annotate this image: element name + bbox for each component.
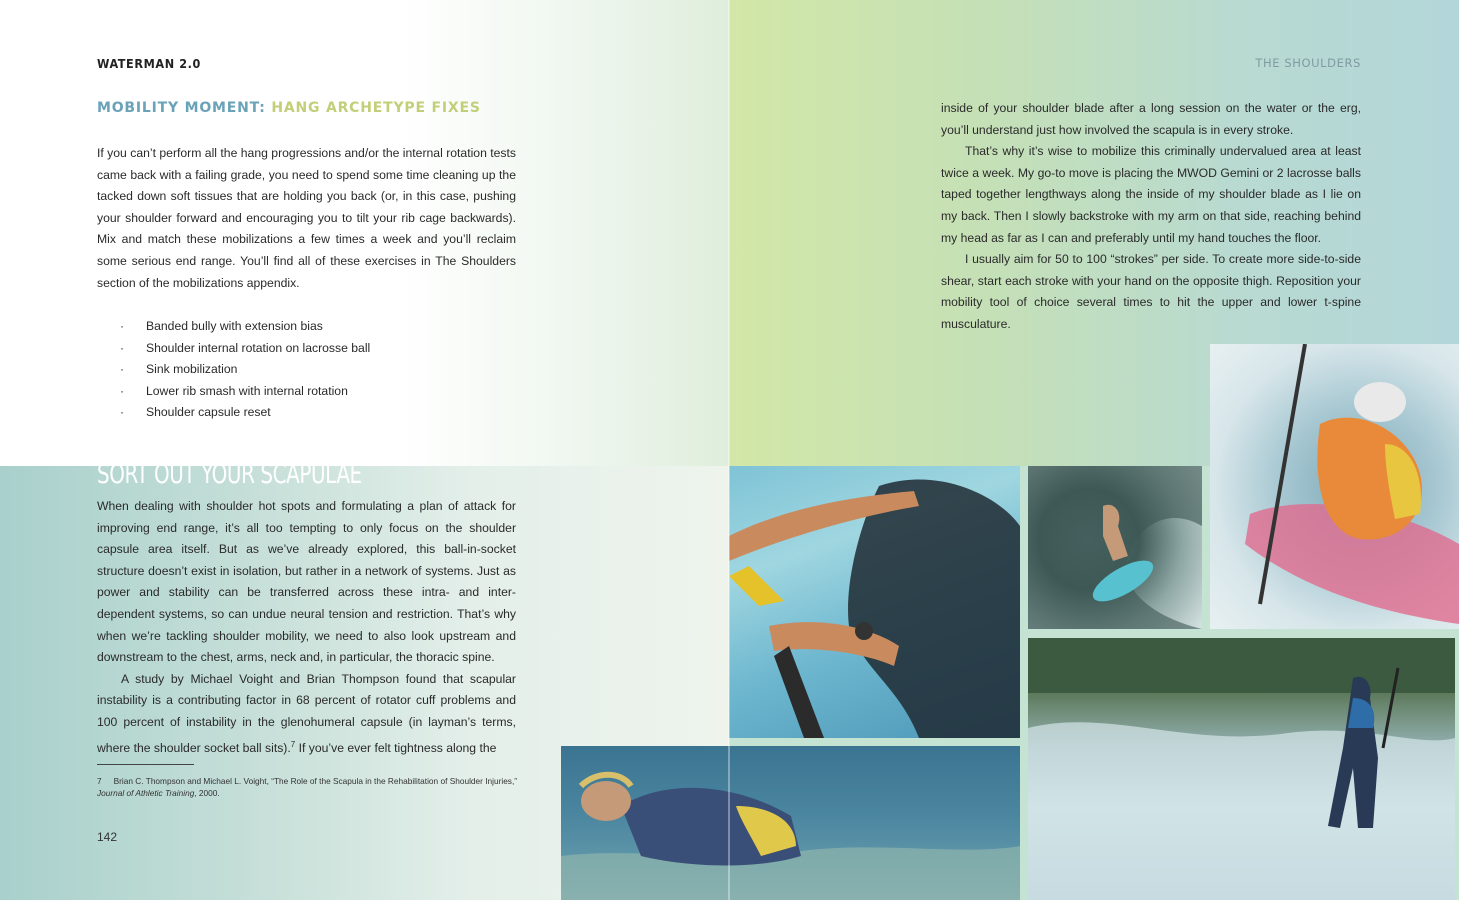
- list-item: · Banded bully with extension bias: [120, 319, 323, 333]
- list-item: · Lower rib smash with internal rotation: [120, 383, 348, 398]
- section-heading-scapulae: SORT OUT YOUR SCAPULAE: [97, 459, 362, 490]
- scapulae-body: [97, 496, 516, 759]
- scapulae-paragraph-2: A study by Michael Voight and Brian Thompson found that scapular instability is a contributing factor in 68 percent of rotator cuff problems and 100 percent of instability in the glenohumeral capsule (in layman’s terms, where the shoulder socket ball sits).$^7$ If you’ve ever felt tightness along the: [97, 671, 516, 755]
- right-paragraph-3: I usually aim for 50 to 100 “strokes” per side. To create more side-to-side shear, start each stroke with your hand on the opposite thigh. Reposition your mobility tool of choice several times to hit the upper and lower t-spine musculature.: [941, 252, 1361, 331]
- list-item: · Shoulder internal rotation on lacrosse ball: [120, 340, 371, 355]
- paddleboarder-river-photo: [1028, 638, 1455, 900]
- mobilization-list: [120, 316, 370, 424]
- footnote-reference: 7: [290, 739, 296, 749]
- running-header-left: WATERMAN 2.0: [97, 56, 201, 71]
- mobility-moment-heading: [97, 100, 481, 116]
- footnote-divider: [97, 764, 194, 765]
- right-paragraph-1: inside of your shoulder blade after a long session on the water or the erg, you’ll understand just how involved the scapula is in every stroke.: [941, 101, 1361, 137]
- windsurfer-photo: [729, 466, 1020, 738]
- book-spine: [728, 0, 730, 900]
- mobility-intro-paragraph: If you can’t perform all the hang progressions and/or the internal rotation tests came back with a failing grade, you need to spend some time cleaning up the tacked down soft tissues that are holding you back (or, in this case, pushing your shoulder forward and encouraging you to tilt your rib cage backwards). Mix and match these mobilizations a few times a week and you’ll reclaim some serious end range. You’ll find all of these exercises in The Shoulders section of the mobilizations appendix.: [97, 146, 516, 290]
- running-header-right: THE SHOULDERS: [1255, 56, 1361, 70]
- footnote: 7 Brian C. Thompson and Michael L. Voight, “The Role of the Scapula in the Rehabilitation of Shoulder Injuries,” Journal of Athletic Training, 2000.: [97, 776, 518, 798]
- mobility-moment-label: MOBILITY MOMENT:: [97, 100, 266, 116]
- list-item: · Shoulder capsule reset: [120, 405, 271, 420]
- list-item: · Sink mobilization: [120, 362, 238, 377]
- page-number: 142: [97, 830, 118, 844]
- kayaker-photo: [1210, 344, 1459, 629]
- barrel-surfer-photo: [1028, 466, 1202, 629]
- right-page-body: [941, 98, 1361, 336]
- mobility-moment-subtitle: HANG ARCHETYPE FIXES: [271, 100, 481, 116]
- scapulae-paragraph-1: When dealing with shoulder hot spots and formulating a plan of attack for improving end range, it’s all too tempting to only focus on the shoulder capsule area itself. But as we’ve already explored, this ball-in-socket structure doesn’t exist in isolation, but rather in a network of systems. Just as power and stability can be transferred across these intra- and inter-dependent systems, so can undue neural tension and restriction. That’s why when we’re tackling shoulder mobility, we need to also look upstream and downstream to the chest, arms, neck and, in particular, the thoracic spine.: [97, 499, 516, 665]
- surfer-paddling-photo: [561, 746, 1020, 900]
- right-paragraph-2: That’s why it’s wise to mobilize this criminally undervalued area at least twice a week. My go-to move is placing the MWOD Gemini or 2 lacrosse balls taped together lengthways along the inside of my shoulder blade as I lie on my back. Then I slowly backstroke with my arm on that side, reaching behind my head as far as I can and preferably until my hand touches the floor.: [941, 144, 1361, 245]
